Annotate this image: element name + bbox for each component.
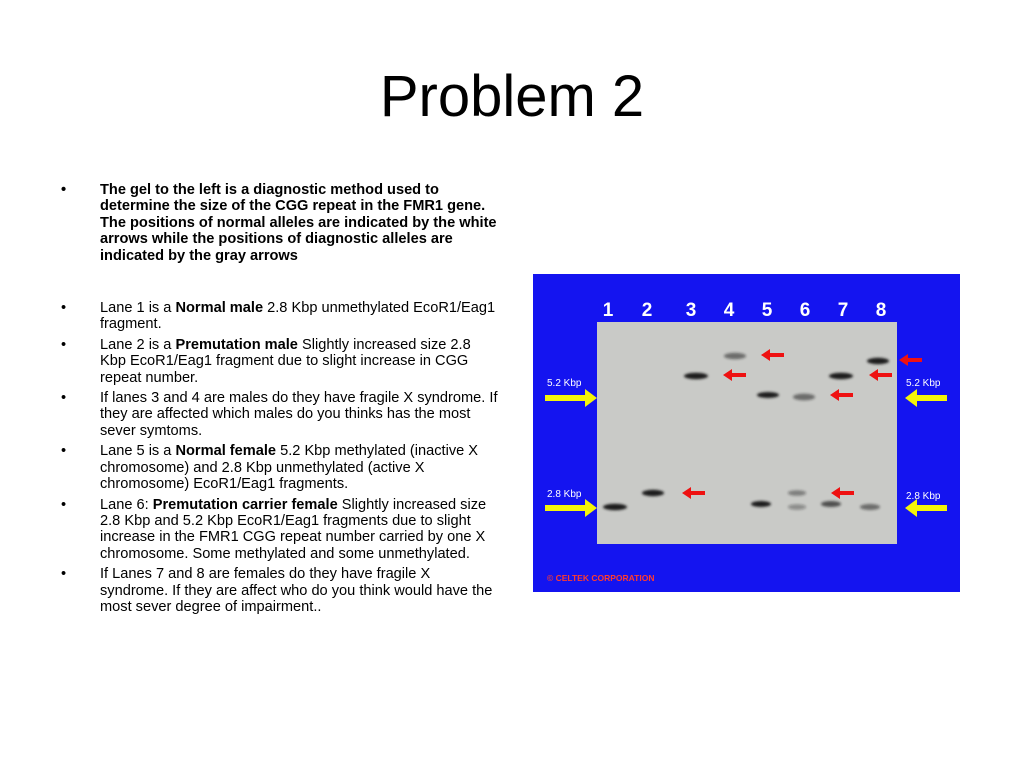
bullet-dot: • bbox=[61, 443, 67, 460]
yellow-arrow-left-5kbp bbox=[545, 389, 597, 407]
bullet-bold: Premutation carrier female bbox=[152, 496, 338, 513]
band-lane-7-upper bbox=[829, 373, 853, 379]
red-arrow-lane-8 bbox=[899, 354, 922, 366]
bullet-pre: Lane 5 is a bbox=[100, 443, 176, 460]
band-lane-6-lower bbox=[788, 504, 806, 510]
bullet-bold: Premutation male bbox=[175, 336, 298, 353]
bullet-post: 2.8 Kbp unmethylated EcoR1/Eag1 fragment. bbox=[100, 300, 496, 333]
bullet-post: Slightly increased size 2.8 Kbp and 5.2 Kbp EcoR1/Eag1 fragments due to slight increase in the FMR1 CGG repeat number carried by one X chromosome. Some methylated and some unmethylated. bbox=[100, 496, 487, 562]
bullet-text: The gel to the left is a diagnostic method used to determine the size of the CGG repeat in the FMR1 gene. The positions of normal alleles are indicated by the white arrows while the positions of diagnostic alleles are indicated by the gray arrows bbox=[100, 182, 497, 264]
lane-number: 1 bbox=[602, 300, 614, 321]
gel-image bbox=[533, 274, 960, 592]
gel-svg bbox=[533, 274, 960, 592]
bullet-pre: Lane 1 is a bbox=[100, 300, 176, 317]
band-lane-4 bbox=[724, 353, 746, 359]
band-lane-3 bbox=[684, 373, 708, 379]
lane-number: 4 bbox=[723, 300, 735, 321]
band-lane-1 bbox=[603, 504, 627, 510]
marker-label-right-2kbp: 2.8 Kbp bbox=[906, 491, 941, 502]
bullet-pre: Lane 2 is a bbox=[100, 336, 176, 353]
band-lane-7-lower bbox=[821, 501, 841, 507]
bullet-dot: • bbox=[61, 182, 67, 198]
bullet-lane-6 bbox=[58, 497, 498, 563]
band-lane-8-upper bbox=[867, 358, 889, 364]
band-lane-5-lower bbox=[751, 501, 771, 507]
band-lane-5-upper bbox=[757, 392, 779, 398]
bullet-post: 5.2 Kbp methylated (inactive X chromosome) and 2.8 Kbp unmethylated (active X chromosome) EcoR1/Eag1 fragments. bbox=[100, 443, 479, 493]
gel-slab bbox=[597, 322, 897, 544]
lane-number: 3 bbox=[685, 300, 697, 321]
bullet-bold: Normal male bbox=[175, 300, 264, 317]
slide-title: Problem 2 bbox=[379, 64, 645, 129]
bullet-lane-5 bbox=[58, 443, 498, 492]
marker-label-right-5kbp: 5.2 Kbp bbox=[906, 378, 941, 389]
bullet-bold: Normal female bbox=[175, 443, 277, 460]
bullet-intro bbox=[58, 182, 498, 264]
bullet-dot: • bbox=[61, 336, 67, 353]
lane-number: 2 bbox=[641, 300, 653, 321]
bullet-dot: • bbox=[61, 390, 67, 407]
bullet-dot: • bbox=[61, 566, 67, 583]
bullet-dot: • bbox=[61, 496, 67, 513]
bullet-text: If lanes 3 and 4 are males do they have fragile X syndrome. If they are affected which males do you thinks has the most sever symtoms. bbox=[100, 390, 498, 439]
bullet-list bbox=[58, 182, 498, 619]
bullet-text: If Lanes 7 and 8 are females do they have fragile X syndrome. If they are affect who do you think would have the most sever degree of impairment.. bbox=[100, 566, 493, 615]
bullet-lanes-3-4 bbox=[58, 390, 498, 439]
band-lane-6-upper bbox=[793, 394, 815, 401]
marker-label-left-5kbp: 5.2 Kbp bbox=[547, 378, 582, 389]
lane-number: 7 bbox=[837, 300, 849, 321]
band-lane-8-lower bbox=[860, 504, 880, 510]
bullet-post: Slightly increased size 2.8 Kbp EcoR1/Eag1 fragment due to slight increase in CGG repeat number. bbox=[100, 336, 471, 386]
bullet-lane-1 bbox=[58, 300, 498, 333]
bullet-lane-2 bbox=[58, 337, 498, 386]
bullet-lanes-7-8 bbox=[58, 566, 498, 615]
lane-number: 5 bbox=[761, 300, 773, 321]
yellow-arrow-left-2kbp bbox=[545, 499, 597, 517]
copyright-label: © CELTEK CORPORATION bbox=[547, 573, 655, 583]
lane-number: 6 bbox=[799, 300, 811, 321]
yellow-arrow-right-5kbp bbox=[905, 389, 947, 407]
marker-label-left-2kbp: 2.8 Kbp bbox=[547, 489, 582, 500]
band-lane-6-middle bbox=[788, 490, 806, 496]
lane-number: 8 bbox=[875, 300, 887, 321]
band-lane-2 bbox=[642, 490, 664, 496]
bullet-pre: Lane 6: bbox=[100, 496, 153, 513]
bullet-dot: • bbox=[61, 300, 67, 317]
